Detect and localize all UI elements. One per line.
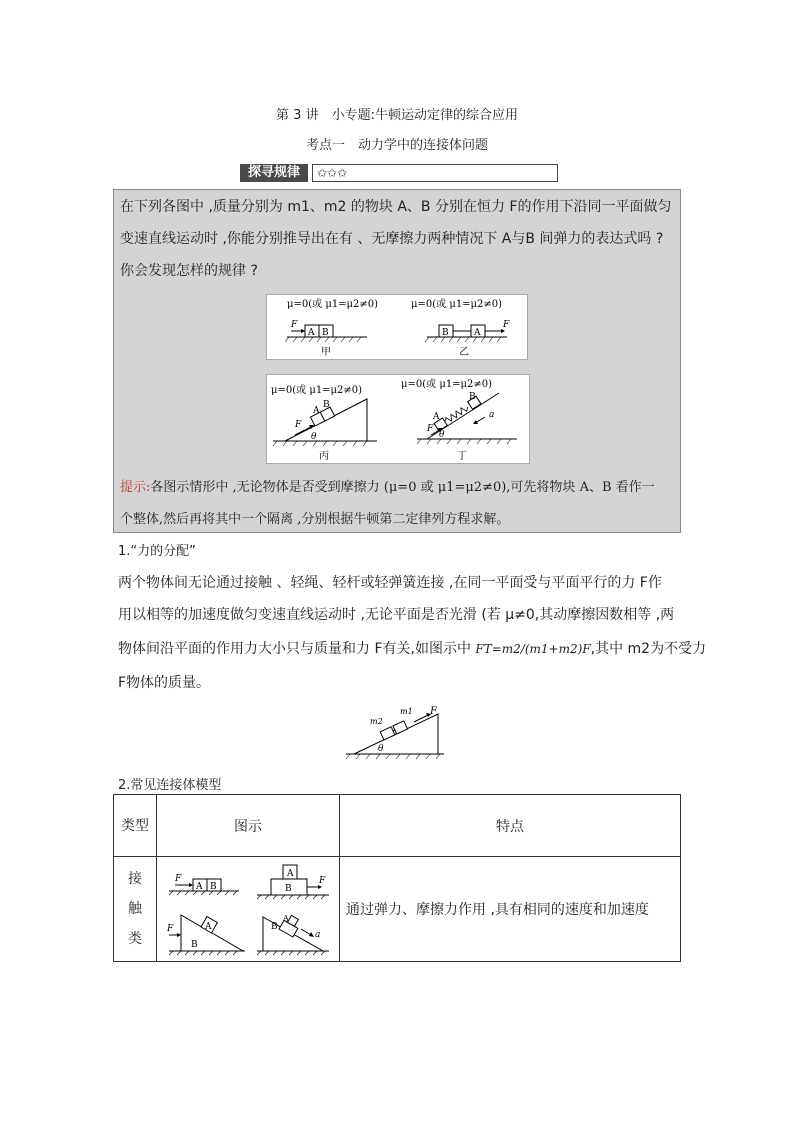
block-a-label: A [308,328,315,338]
block-a-label: A [433,412,440,422]
section1-line-3 [118,634,707,665]
figure-label-jia: 甲 [321,347,331,358]
block-a-label: A [287,869,294,879]
acceleration-label: a [315,930,321,940]
question-line-3: 你会发现怎样的规律 ? [120,263,258,279]
mass-m1-label: m1 [400,707,413,716]
theta-label: θ [378,744,384,754]
table-row [114,857,681,962]
block-b-label: B [469,392,476,402]
block-a-label: A [474,328,481,338]
force-label: F [430,706,437,717]
block-b-label: B [442,328,449,338]
hint-text-1: 各图示情形中 ,无论物体是否受到摩擦力 (μ=0 或 μ1=μ2≠0),可先将物块 A、B 看作一 [150,480,655,495]
header-type: 类型 [114,795,157,857]
row-feature: 通过弹力、摩擦力作用 ,具有相同的速度和加速度 [340,857,681,962]
hint-line-2: 个整体,然后再将其中一个隔离 ,分别根据牛顿第二定律列方程求解。 [120,512,510,527]
force-label: F [167,924,174,934]
block-b-label: B [285,884,292,894]
row-type: 接触类 [114,857,157,962]
explore-box [113,189,681,533]
explore-tag: 探寻规律 [240,164,308,182]
section1-title: 1.“力的分配” [118,544,196,559]
hint-line-1 [120,472,680,503]
section1-line-3-pre: 物体间沿平面的作用力大小只与质量和力 F有关,如图示中 [118,641,471,657]
section1-line-1: 两个物体间无论通过接触 、轻绳、轻杆或轻弹簧连接 ,在同一平面受与平面平行的力 F作 [118,575,662,591]
block-b-label: B [323,400,330,410]
friction-label: μ=0(或 μ1=μ2≠0) [287,299,379,310]
theta-label: θ [439,430,445,440]
section1-line-2: 用以相等的加速度做匀变速直线运动时 ,无论平面是否光滑 (若 μ≠0,其动摩擦因数相等 ,两 [118,607,675,623]
lecture-title: 第 3 讲 小专题:牛顿运动定律的综合应用 [276,108,518,123]
block-b-label: B [322,328,329,338]
figure-bing-ding [266,374,530,464]
figure-jia-yi [266,294,528,360]
table-header-row [114,795,681,857]
incline-figure [344,702,448,760]
difficulty-stars: ✩✩✩ [312,164,558,182]
topic-title: 考点一 动力学中的连接体问题 [305,138,488,153]
block-a-label: A [313,406,320,416]
theta-label: θ [311,432,317,442]
acceleration-label: a [489,410,495,420]
force-label: F [427,424,434,434]
header-feature: 特点 [340,795,681,857]
block-a-label: A [196,882,203,892]
question-line-1: 在下列各图中 ,质量分别为 m1、m2 的物块 A、B 分别在恒力 F的作用下沿同一平面做匀 [120,199,672,215]
section1-line-3-post: ,其中 m2为不受力 [590,641,707,657]
force-label: F [291,320,298,330]
mass-m2-label: m2 [370,717,383,726]
figure-label-ding: 丁 [457,451,467,462]
friction-label: μ=0(或 μ1=μ2≠0) [271,385,363,396]
section1-line-4: F物体的质量。 [118,675,211,691]
header-figure: 图示 [157,795,340,857]
block-b-label: B [191,940,198,950]
force-label: F [319,876,326,886]
force-label: F [175,874,182,884]
tension-formula: FT=m2/(m1+m2)F [475,642,591,656]
row-figure [157,857,340,962]
contact-models-figure [159,857,337,957]
block-a-label: A [283,914,289,923]
hint-label: 提示: [120,480,151,495]
force-label: F [295,420,302,430]
friction-label: μ=0(或 μ1=μ2≠0) [401,379,493,390]
question-line-2: 变速直线运动时 ,你能分别推导出在有 、无摩擦力两种情况下 A与B 间弹力的表达式吗 ? [120,231,664,247]
friction-label: μ=0(或 μ1=μ2≠0) [411,299,503,310]
block-a-label: A [205,922,212,932]
figure-label-yi: 乙 [459,347,469,358]
force-label: F [503,320,510,330]
section2-title: 2.常见连接体模型 [118,778,222,793]
block-b-label: B [210,882,217,892]
figure-label-bing: 丙 [319,451,329,462]
block-b-label: B [271,922,278,932]
connector-model-table [113,794,681,962]
